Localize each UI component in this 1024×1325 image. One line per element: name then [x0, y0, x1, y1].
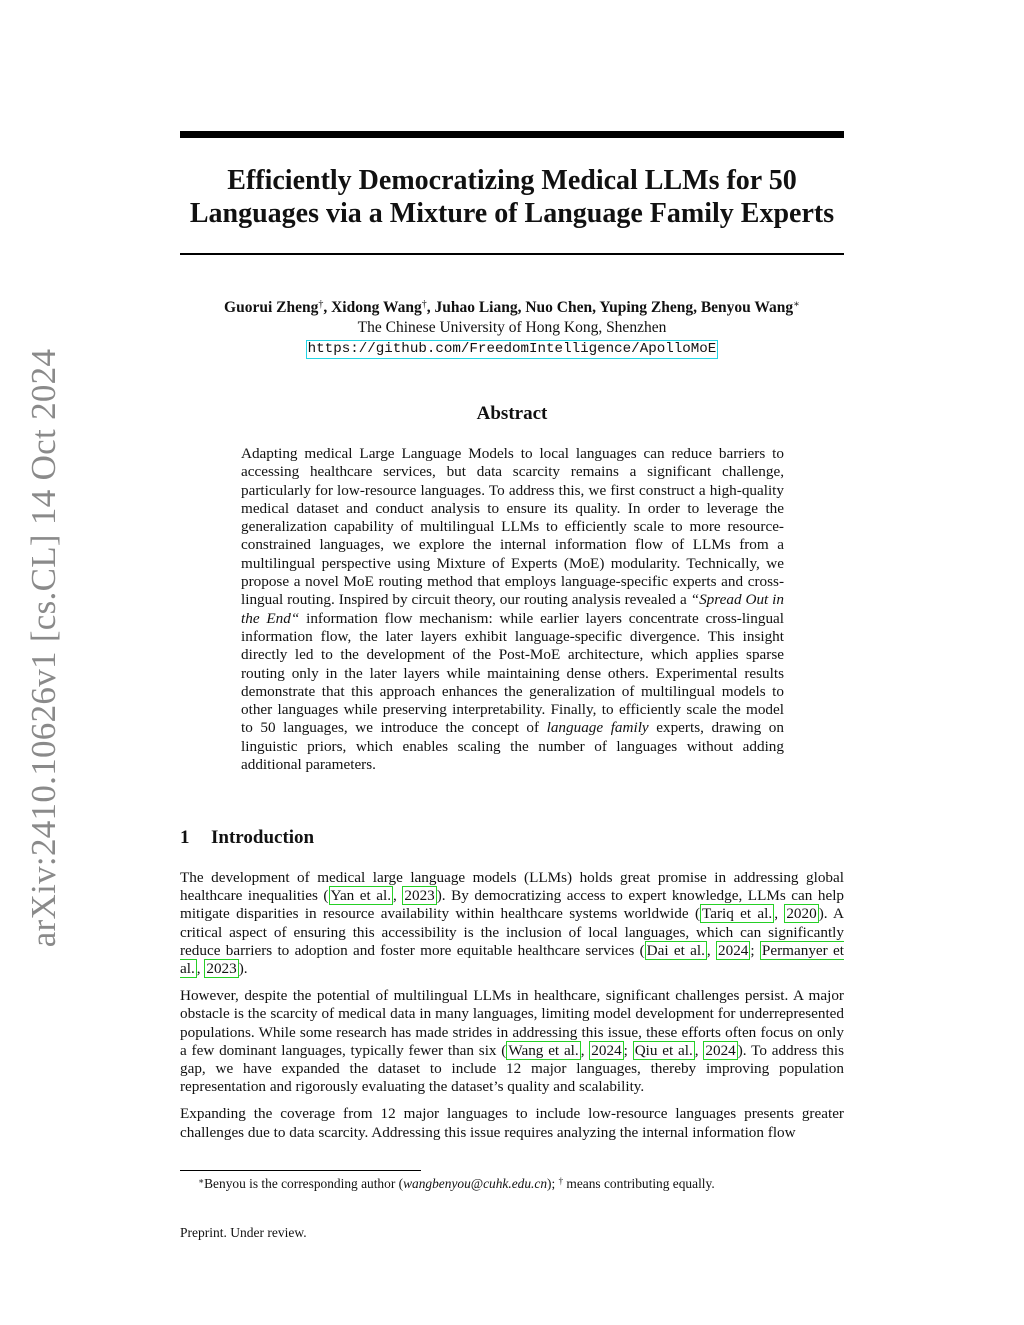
author-mark: ∗	[793, 299, 800, 310]
abstract-text: Adapting medical Large Language Models to local languages can reduce barriers to accessing healthcare services, but data scarcity remains a significant challenge, particularly for low-resource languages. To address this, we first construct a high-quality medical dataset and conduct analysis to ensure its quality. In order to leverage the generalization capability of multilingual LLMs to efficiently scale to more resource-constrained languages, we explore the internal information flow of LLMs from a multilingual perspective using Mixture of Experts (MoE) modularity. Technically, we propose a novel MoE routing method that employs language-specific experts and cross-lingual routing. Inspired by circuit theory, our routing analysis revealed a “Spread Out in the End“ information flow mechanism: while earlier layers concentrate cross-lingual information flow, the later layers exhibit language-specific divergence. This insight directly led to the development of the Post-MoE architecture, which applies sparse routing only in the later layers while maintaining dense others. Experimental results demonstrate that this approach enhances the generalization of multilingual models to other languages while preserving interpretability. Finally, to efficiently scale the model to 50 languages, we introduce the concept of language family experts, drawing on linguistic priors, which enables scaling the number of languages without adding additional parameters.	[241, 445, 784, 774]
footnote-rule	[180, 1170, 421, 1171]
author-list: Guorui Zheng†, Xidong Wang†, Juhao Liang, Nuo Chen, Yuping Zheng, Benyou Wang∗	[224, 299, 800, 316]
preprint-note: Preprint. Under review.	[180, 1225, 307, 1240]
author-name: Xidong Wang	[331, 299, 422, 316]
repo-link[interactable]: https://github.com/FreedomIntelligence/ApolloMoE	[307, 341, 717, 357]
abstract-heading: Abstract	[476, 403, 548, 424]
citation-link[interactable]: 2023	[404, 887, 435, 905]
citation-link[interactable]: Yan et al.	[330, 887, 392, 905]
citation-link[interactable]: 2023	[206, 960, 237, 978]
intro-paragraph-3: Expanding the coverage from 12 major languages to include low-resource languages presents greater challenges due to data scarcity. Addressing this issue requires analyzing the internal information flow	[180, 1105, 844, 1141]
section-number: 1	[180, 827, 190, 848]
author-mark: †	[421, 299, 427, 310]
author-block	[180, 298, 844, 359]
author-name: Juhao Liang	[434, 299, 518, 316]
author-email: wangbenyou@cuhk.edu.cn	[403, 1176, 548, 1191]
author-name: Benyou Wang	[700, 299, 794, 316]
section-heading-introduction	[180, 827, 314, 849]
affiliation: The Chinese University of Hong Kong, Shenzhen	[357, 319, 667, 336]
title-top-rule	[180, 131, 844, 138]
citation-link[interactable]: 2020	[786, 905, 817, 923]
paper-title: Efficiently Democratizing Medical LLMs for 50 Languages via a Mixture of Language Family Experts	[189, 165, 835, 229]
citation-link[interactable]: Qiu et al.	[634, 1041, 693, 1059]
abstract-emphasis: language family	[546, 719, 649, 737]
citation-link[interactable]: Dai et al.	[646, 941, 705, 959]
section-title: Introduction	[211, 827, 315, 848]
author-mark: †	[318, 299, 324, 310]
introduction-body	[180, 869, 844, 1151]
arxiv-side-stamp: arXiv:2410.10626v1 [cs.CL] 14 Oct 2024	[24, 348, 63, 948]
citation-link[interactable]: 2024	[591, 1041, 622, 1059]
author-name: Yuping Zheng	[599, 299, 694, 316]
author-name: Nuo Chen	[525, 299, 593, 316]
intro-paragraph-1: The development of medical large language models (LLMs) holds great promise in addressing global healthcare inequalities ( Yan et al. , 2023 ). By democratizing access to expert knowledge, LLMs can help mitigate disparities in resource availability within healthcare systems worldwide ( Tariq et al. , 2020 ). A critical aspect of ensuring this accessibility is the inclusion of local languages, which can significantly reduce barriers to adoption and foster more equitable healthcare services ( Dai et al. , 2024 ; Permanyer et al. , 2023 ).	[180, 869, 845, 978]
citation-link[interactable]: Wang et al.	[508, 1041, 579, 1059]
intro-paragraph-2: However, despite the potential of multilingual LLMs in healthcare, significant challenges persist. A major obstacle is the scarcity of medical data in many languages, limiting model development for underrepresented populations. While some research has made strides in addressing this issue, these efforts often focus on only a few dominant languages, typically fewer than six ( Wang et al. , 2024 ; Qiu et al. , 2024 ). To address this gap, we have expanded the dataset to include 12 major languages, thereby improving population representation and rigorously evaluating the dataset’s quality and scalability.	[180, 987, 845, 1096]
citation-link[interactable]: 2024	[718, 941, 749, 959]
footnote: ∗Benyou is the corresponding author (wangbenyou@cuhk.edu.cn); † means contributing equally.	[198, 1176, 715, 1191]
citation-link[interactable]: 2024	[705, 1041, 736, 1059]
abstract-emphasis: “Spread Out in the End“	[241, 591, 784, 627]
title-bottom-rule	[180, 253, 844, 255]
author-name: Guorui Zheng	[224, 299, 319, 316]
citation-link[interactable]: Tariq et al.	[702, 905, 773, 923]
citation-link[interactable]: Permanyer et al.	[180, 941, 844, 978]
